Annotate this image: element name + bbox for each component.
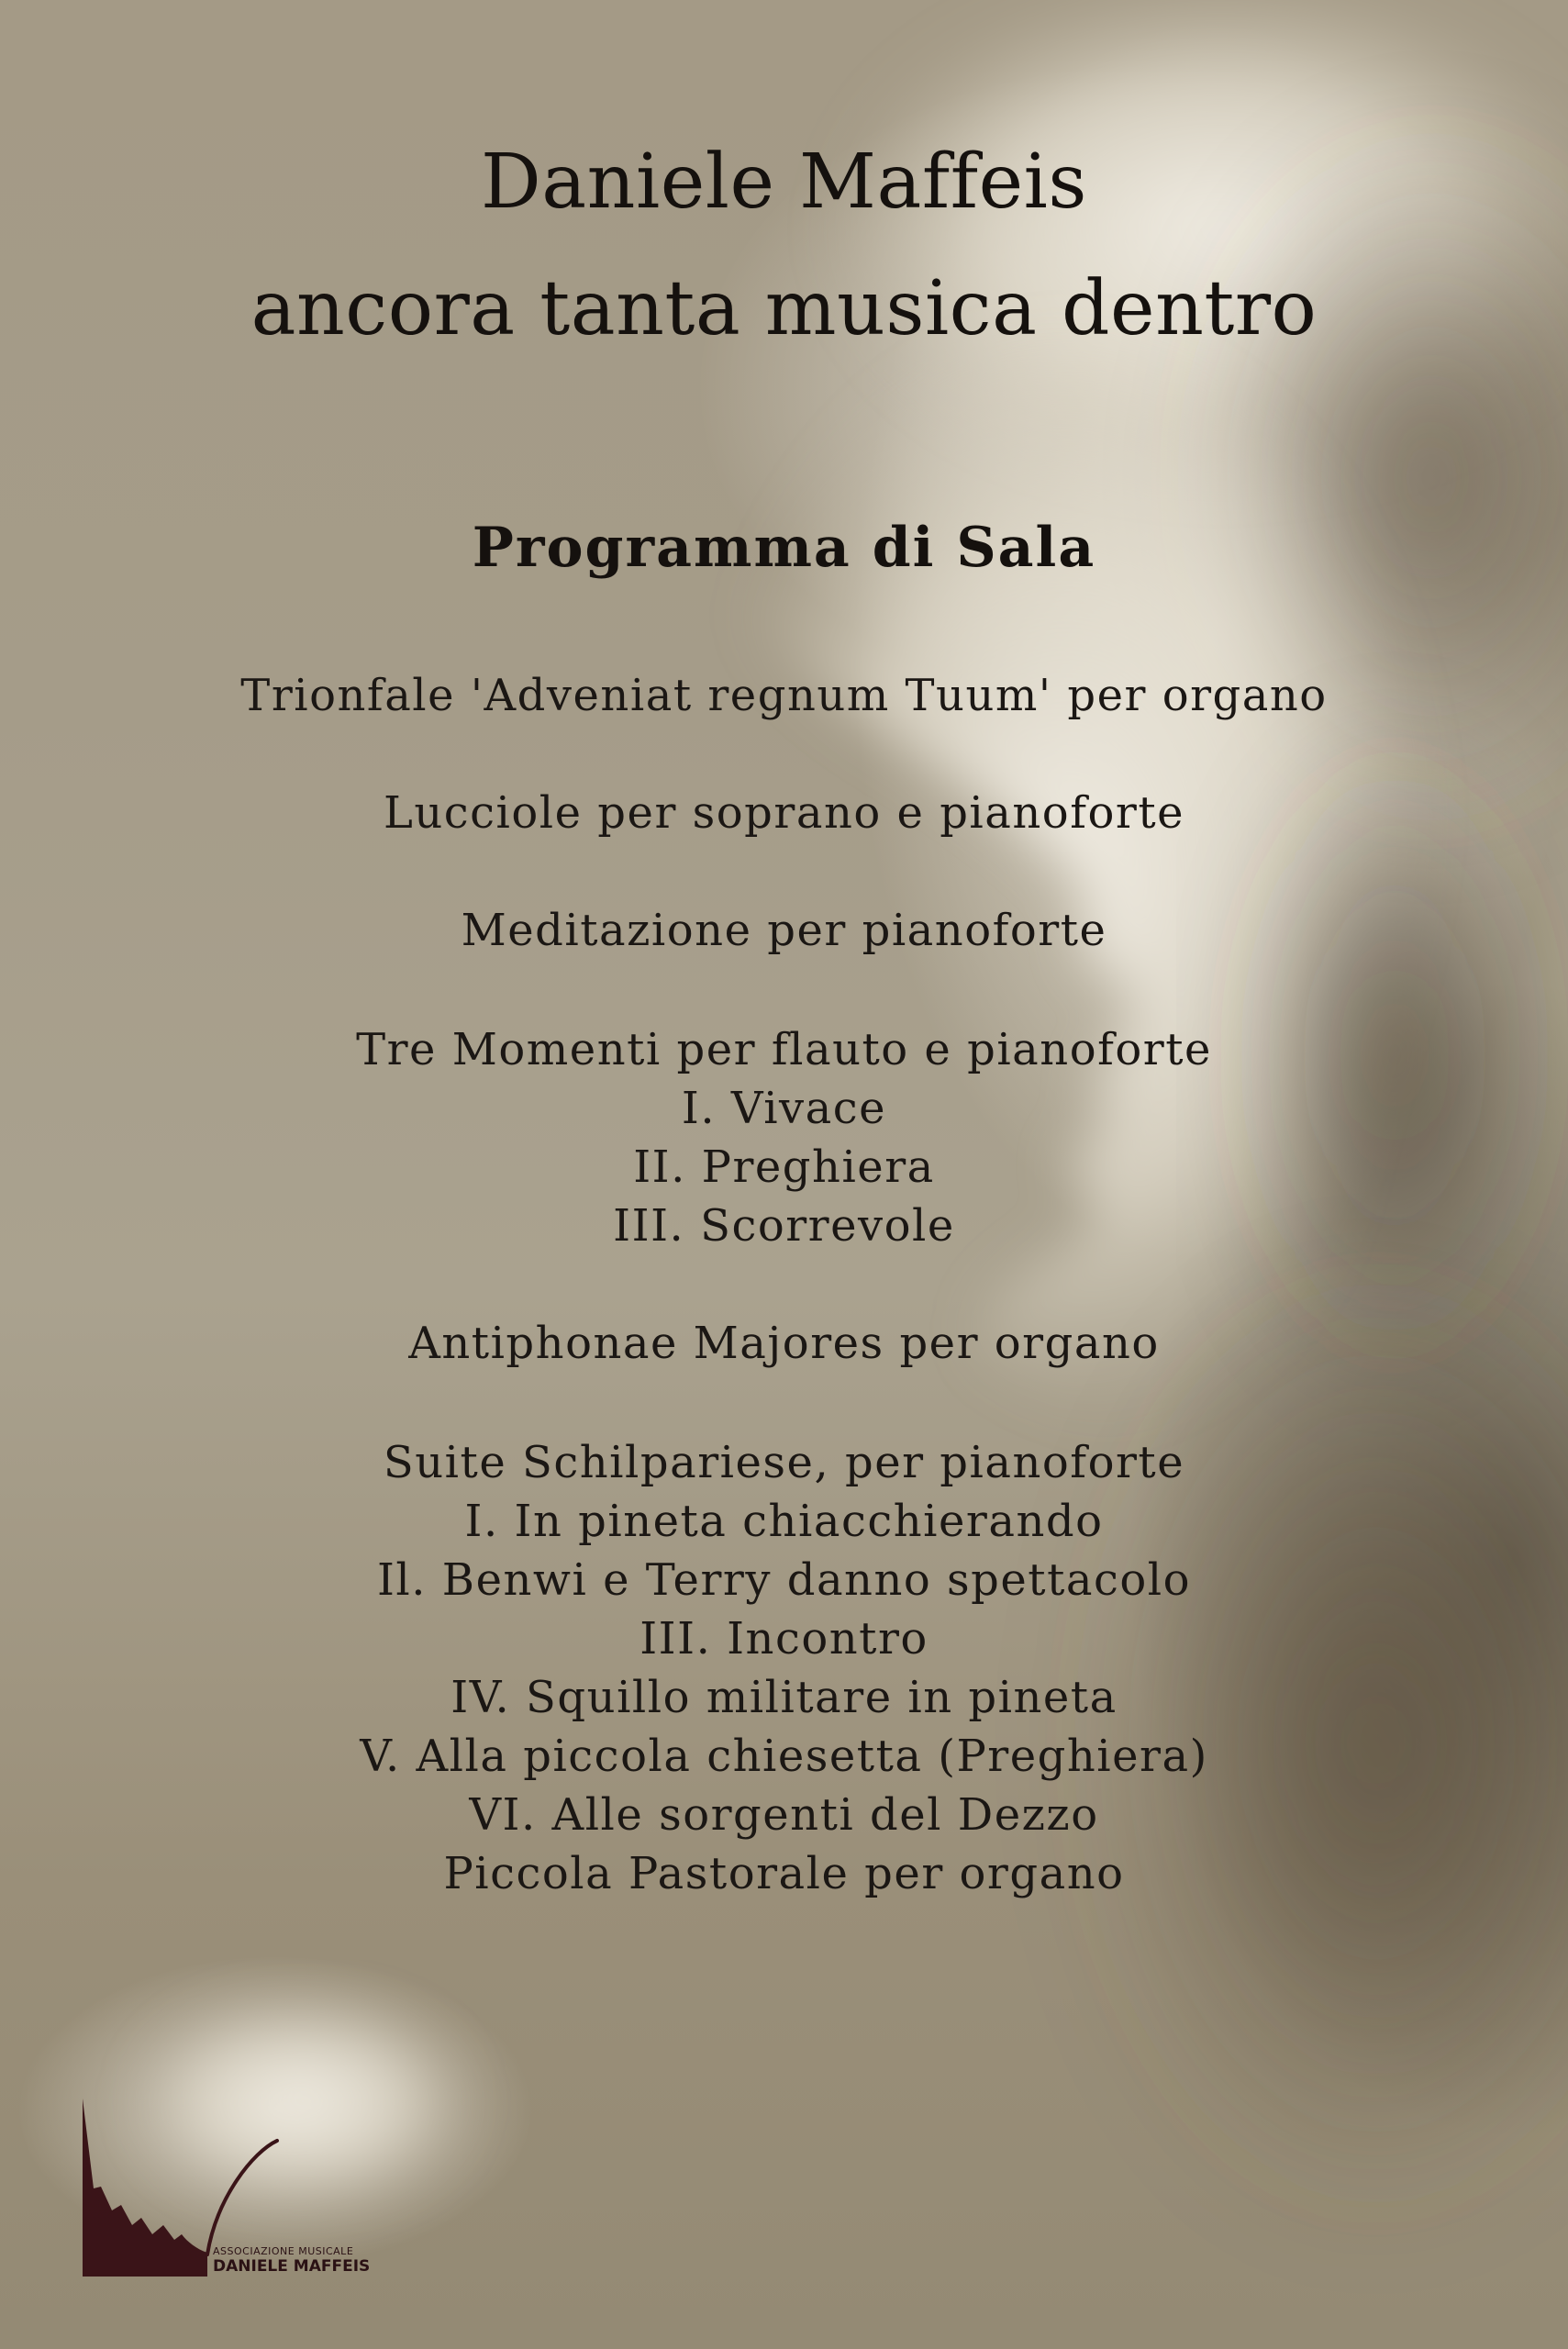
program-item: [0, 1020, 1568, 1255]
program-heading: Programma di Sala: [472, 516, 1096, 580]
logo-wordmark: [213, 2246, 370, 2275]
movement-line: Il. Benwi e Terry danno spettacolo: [376, 1554, 1192, 1606]
movement-line: III. Scorrevole: [613, 1200, 955, 1252]
program-item: [0, 1433, 1568, 1903]
piece-title: Suite Schilpariese, per pianoforte: [383, 1437, 1185, 1488]
program-item: [0, 1314, 1568, 1373]
movement-line: III. Incontro: [639, 1613, 929, 1664]
piece-title: Meditazione per pianoforte: [461, 905, 1107, 956]
movement-line: VI. Alle sorgenti del Dezzo: [469, 1789, 1099, 1841]
logo-line-1: ASSOCIAZIONE MUSICALE: [213, 2245, 354, 2257]
movement-line: II. Preghiera: [633, 1141, 935, 1193]
piece-title: Tre Momenti per flauto e pianoforte: [356, 1024, 1212, 1075]
movement-line: Piccola Pastorale per organo: [443, 1848, 1125, 1899]
movement-line: I. Vivace: [681, 1083, 887, 1134]
program-item: [0, 901, 1568, 960]
logo-line-2: DANIELE MAFFEIS: [213, 2257, 371, 2276]
piece-title: Lucciole per soprano e pianoforte: [383, 787, 1185, 839]
movement-line: V. Alla piccola chiesetta (Preghiera): [360, 1731, 1208, 1782]
poster-title-line-2: ancora tanta musica dentro: [250, 265, 1318, 352]
piece-title: Antiphonae Majores per organo: [408, 1318, 1160, 1369]
piece-title: Trionfale 'Adveniat regnum Tuum' per organo: [240, 670, 1328, 721]
program-item: [0, 784, 1568, 842]
movement-line: IV. Squillo militare in pineta: [450, 1672, 1118, 1723]
movement-line: I. In pineta chiacchierando: [464, 1496, 1104, 1547]
poster-title-line-1: Daniele Maffeis: [481, 139, 1087, 226]
program-item: [0, 666, 1568, 725]
